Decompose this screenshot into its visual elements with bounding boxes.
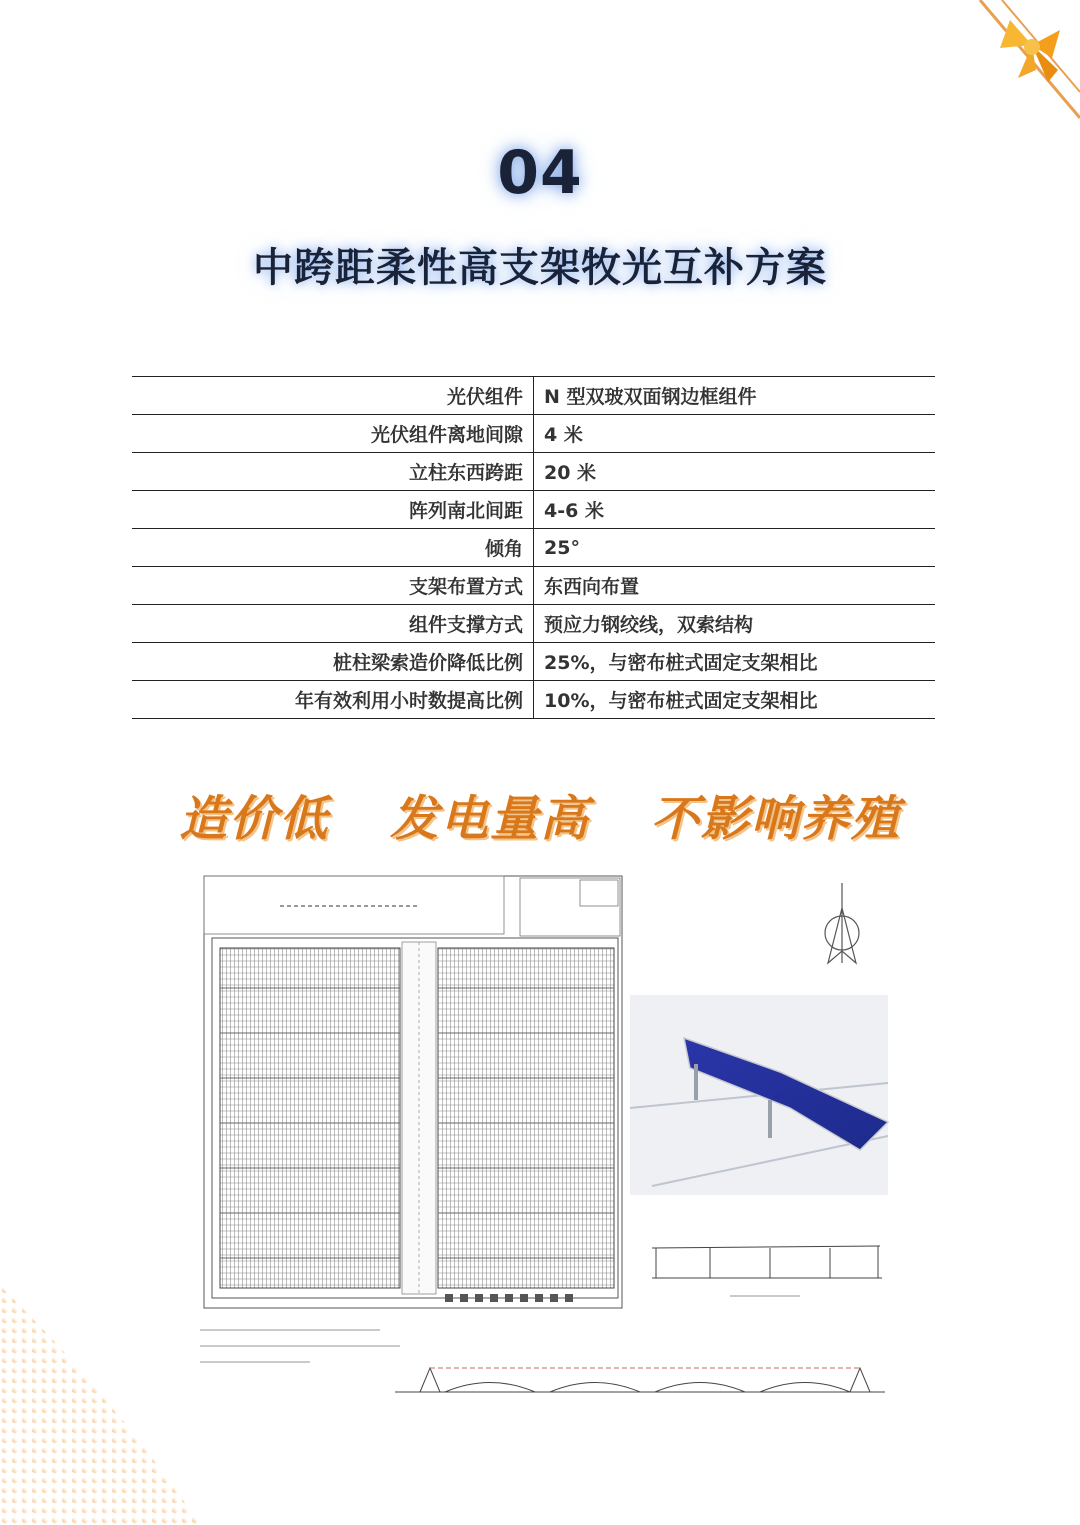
spec-table <box>132 376 935 719</box>
longitudinal-section-drawing <box>395 1368 885 1392</box>
site-plan-drawing <box>200 876 622 1362</box>
table-row <box>132 567 935 605</box>
spec-value: 预应力钢绞线，双索结构 <box>534 605 936 643</box>
table-row <box>132 415 935 453</box>
halftone-dots-decoration <box>0 1285 200 1525</box>
engineering-drawing-figure <box>190 868 895 1408</box>
spec-label: 组件支撑方式 <box>132 605 534 643</box>
north-arrow-icon <box>825 883 859 963</box>
section-title: 中跨距柔性高支架牧光互补方案 <box>253 245 827 291</box>
table-row <box>132 643 935 681</box>
table-row <box>132 529 935 567</box>
slogan-line <box>0 780 1080 849</box>
slogan-low-cost: 造价低 <box>179 791 330 847</box>
spec-label: 光伏组件 <box>132 377 534 415</box>
table-row <box>132 491 935 529</box>
spec-label: 阵列南北间距 <box>132 491 534 529</box>
slogan-no-impact: 不影响养殖 <box>650 791 901 847</box>
side-elevation-drawing <box>652 1246 882 1296</box>
spec-value: 4 米 <box>534 415 936 453</box>
section-number: 04 <box>497 138 583 208</box>
spec-value: 25%，与密布桩式固定支架相比 <box>534 643 936 681</box>
spec-label: 立柱东西跨距 <box>132 453 534 491</box>
table-row <box>132 453 935 491</box>
spec-label: 光伏组件离地间隙 <box>132 415 534 453</box>
spec-label: 倾角 <box>132 529 534 567</box>
table-row <box>132 605 935 643</box>
table-row <box>132 681 935 719</box>
spec-value: N 型双玻双面钢边框组件 <box>534 377 936 415</box>
spec-value: 东西向布置 <box>534 567 936 605</box>
spec-value: 4-6 米 <box>534 491 936 529</box>
pv-panel-3d-render <box>630 995 888 1195</box>
spec-value: 10%，与密布桩式固定支架相比 <box>534 681 936 719</box>
spec-label: 年有效利用小时数提高比例 <box>132 681 534 719</box>
ribbon-bow-icon <box>940 0 1080 130</box>
spec-value: 25° <box>534 529 936 567</box>
slogan-high-output: 发电量高 <box>389 791 590 847</box>
spec-label: 支架布置方式 <box>132 567 534 605</box>
spec-label: 桩柱梁索造价降低比例 <box>132 643 534 681</box>
spec-value: 20 米 <box>534 453 936 491</box>
table-row <box>132 377 935 415</box>
